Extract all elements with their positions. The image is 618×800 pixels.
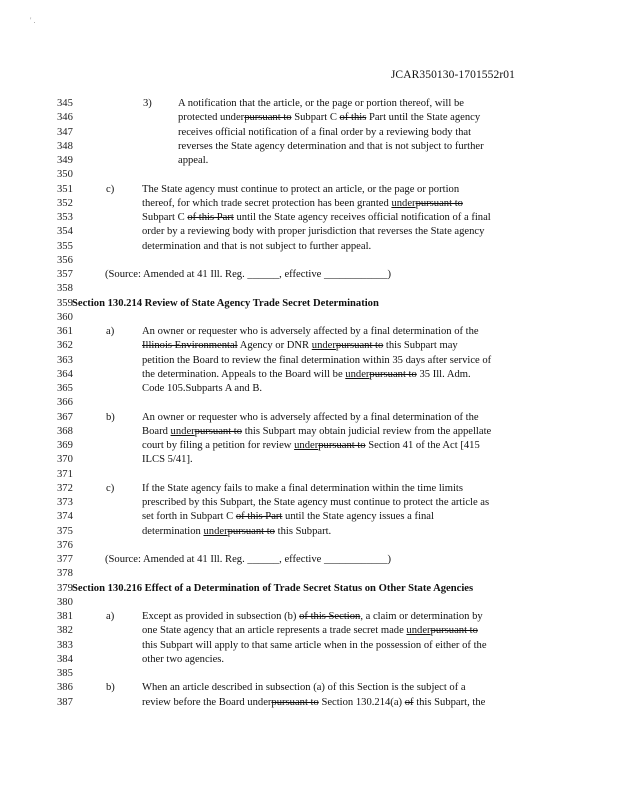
document-id-header: JCAR350130-1701552r01 [390,69,515,81]
deleted-text: pursuant to [430,625,478,637]
inserted-text: under [170,425,195,437]
document-line [0,468,618,482]
document-line [0,197,618,211]
item-marker: c) [106,183,115,195]
line-number: 364 [57,368,73,380]
document-line [0,382,618,396]
document-line [0,211,618,225]
line-text [142,325,479,339]
line-text [142,339,458,353]
document-line [0,254,618,268]
line-number: 379 [57,582,73,594]
text-segment: When an article described in subsection (a) of this Section is the subject of a [142,682,466,694]
document-line [0,681,618,695]
text-segment: review before the Board under [142,696,272,708]
line-text [142,653,224,667]
inserted-text: under [294,440,319,451]
line-number: 386 [57,682,73,694]
text-segment: appeal. [178,155,209,166]
text-segment: until the State agency issues a final [282,511,434,523]
line-text [142,211,491,225]
document-line [0,496,618,510]
document-line [0,168,618,182]
deleted-text: Illinois Environmental [142,340,238,352]
line-text [142,525,331,539]
document-line [0,610,618,624]
text-segment: Subpart C [142,212,188,223]
text-segment: until the State agency receives official notification of a final [233,212,491,223]
document-line [0,667,618,681]
line-number: 352 [57,197,73,209]
text-segment: Agency or DNR [237,340,312,352]
document-line [0,368,618,382]
line-text [142,240,371,254]
line-text [105,268,391,282]
line-number: 373 [57,497,73,508]
text-segment: Board [142,425,171,437]
line-text [142,225,484,239]
document-line [0,297,618,311]
line-number: 366 [57,397,73,409]
document-line [0,439,618,453]
line-number: 367 [57,411,73,423]
document-line [0,111,618,125]
line-number: 383 [57,639,73,651]
text-segment: set forth in Subpart C [142,511,236,523]
line-number: 375 [57,525,73,537]
item-marker: c) [106,482,115,494]
line-text [142,639,487,653]
line-number: 355 [57,240,73,252]
inserted-text: under [311,340,336,352]
heading-text: Section 130.216 Effect of a Determination of Trade Secret Status on Other State Agencies [72,582,474,594]
line-text [105,553,391,567]
line-number: 370 [57,454,73,466]
deleted-text: pursuant to [318,440,366,451]
section-heading [72,582,473,596]
document-line [0,268,618,282]
line-number: 376 [57,539,73,551]
document-line [0,311,618,325]
document-line [0,339,618,353]
document-line [0,411,618,425]
line-number: 346 [57,112,73,124]
line-text [142,510,434,524]
line-number: 387 [57,696,73,708]
inserted-text: under [345,368,370,380]
document-line [0,567,618,581]
document-line [0,183,618,197]
document-line [0,126,618,140]
document-line [0,282,618,296]
text-segment: reverses the State agency determination and that is not subject to further [178,140,484,152]
item-marker: b) [106,682,115,694]
document-line [0,653,618,667]
line-text [142,681,466,695]
text-segment: Section 130.214(a) [318,696,405,708]
deleted-text: pursuant to [194,425,243,437]
document-line [0,624,618,638]
line-number: 372 [57,482,73,494]
item-marker: a) [106,326,115,337]
text-segment: this Subpart will apply to that same article when in the possession of either of the [142,639,487,651]
line-number: 349 [57,155,73,166]
document-line [0,482,618,496]
text-segment: petition the Board to review the final determination within 35 days after service of [142,354,492,366]
text-segment: determination and that is not subject to further appeal. [142,240,372,252]
line-number: 347 [57,126,73,138]
line-number: 362 [57,340,73,352]
line-text [142,453,193,467]
line-number: 369 [57,440,73,451]
text-segment: this Subpart, the [413,696,486,708]
document-line [0,696,618,710]
line-number: 354 [57,226,73,238]
line-text [178,97,464,111]
line-number: 353 [57,212,73,223]
corner-mark: ' . [30,16,36,25]
item-marker: 3) [143,98,152,109]
line-text [142,624,478,638]
line-number: 374 [57,511,73,523]
line-text [142,439,480,453]
line-number: 371 [57,468,73,480]
text-segment: The State agency must continue to protect an article, or the page or portion [142,183,460,195]
line-number: 356 [57,254,73,266]
document-line [0,539,618,553]
document-line [0,510,618,524]
line-text [142,411,479,425]
document-line [0,225,618,239]
line-text [142,368,471,382]
document-line [0,325,618,339]
deleted-text: of this Part [235,511,283,523]
text-segment: 35 Ill. Adm. [416,368,471,380]
heading-text: Section 130.214 Review of State Agency Trade Secret Determination [72,297,379,309]
line-number: 345 [57,98,73,109]
line-text [142,425,491,439]
line-number: 350 [57,169,73,181]
document-line [0,453,618,467]
text-segment: other two agencies. [142,653,225,665]
line-text [178,126,471,140]
deleted-text: of this Section [299,611,361,622]
inserted-text: under [203,525,228,537]
document-line [0,596,618,610]
item-marker: b) [106,411,115,423]
line-number: 360 [57,311,73,323]
deleted-text: of [404,696,414,708]
line-number: 365 [57,383,73,394]
document-line [0,525,618,539]
text-segment: Section 41 of the Act [415 [365,440,480,451]
line-text [178,111,480,125]
text-segment: If the State agency fails to make a final determination within the time limits [142,482,463,494]
line-number: 380 [57,596,73,608]
line-number: 358 [57,283,73,295]
line-number: 382 [57,625,73,637]
document-line [0,240,618,254]
document-line [0,396,618,410]
line-number: 378 [57,568,73,580]
line-text [142,354,491,368]
line-number: 351 [57,183,73,195]
line-text [142,197,463,211]
text-segment: Code 105.Subparts A and B. [142,383,263,394]
deleted-text: pursuant to [415,197,463,209]
document-line [0,582,618,596]
text-segment: prescribed by this Subpart, the State agency must continue to protect the article as [142,497,490,508]
line-text [178,140,484,154]
document-line [0,425,618,439]
deleted-text: of this [339,112,367,124]
item-marker: a) [106,611,115,622]
text-segment: order by a reviewing body with proper jurisdiction that reverses the State agency [142,226,485,238]
deleted-text: pursuant to [227,525,275,537]
text-segment: (Source: Amended at 41 Ill. Reg. ______, effective ____________) [105,554,392,565]
text-segment: thereof, for which trade secret protection has been granted [142,197,392,209]
text-segment: receives official notification of a final order by a reviewing body that [178,126,472,138]
text-segment: , a claim or determination by [360,611,483,622]
text-segment: Except as provided in subsection (b) [142,611,300,622]
line-number: 361 [57,326,73,337]
text-segment: this Subpart may [383,340,458,352]
inserted-text: under [391,197,416,209]
line-number: 348 [57,140,73,152]
text-segment: Part until the State agency [366,112,481,124]
document-line [0,140,618,154]
line-number: 359 [57,297,73,309]
line-number: 384 [57,653,73,665]
deleted-text: pursuant to [244,112,292,124]
text-segment: An owner or requester who is adversely affected by a final determination of the [142,326,479,337]
line-number: 385 [57,668,73,679]
text-segment: An owner or requester who is adversely affected by a final determination of the [142,411,479,423]
line-text [178,154,208,168]
line-text [142,482,463,496]
text-segment: Subpart C [291,112,340,124]
document-line [0,354,618,368]
line-text [142,382,262,396]
text-segment: this Subpart may obtain judicial review from the appellate [242,425,492,437]
text-segment: determination [142,525,204,537]
document-line [0,639,618,653]
line-number: 368 [57,425,73,437]
line-number: 363 [57,354,73,366]
text-segment: one State agency that an article represents a trade secret made [142,625,407,637]
line-number: 381 [57,611,73,622]
text-segment: this Subpart. [274,525,332,537]
inserted-text: under [406,625,431,637]
deleted-text: of this Part [187,212,234,223]
text-segment: the determination. Appeals to the Board will be [142,368,346,380]
line-text [142,183,459,197]
line-text [142,496,489,510]
line-number: 357 [57,269,73,280]
line-text [142,610,483,624]
text-segment: protected under [178,112,245,124]
document-line [0,154,618,168]
section-heading [72,297,379,311]
text-segment: A notification that the article, or the page or portion thereof, will be [178,98,464,109]
text-segment: (Source: Amended at 41 Ill. Reg. ______, effective ____________) [105,269,392,280]
deleted-text: pursuant to [369,368,417,380]
document-line [0,553,618,567]
line-text [142,696,485,710]
document-line [0,97,618,111]
deleted-text: pursuant to [271,696,319,708]
deleted-text: pursuant to [335,340,384,352]
line-number: 377 [57,554,73,565]
text-segment: ILCS 5/41]. [142,454,193,466]
text-segment: court by filing a petition for review [142,440,295,451]
